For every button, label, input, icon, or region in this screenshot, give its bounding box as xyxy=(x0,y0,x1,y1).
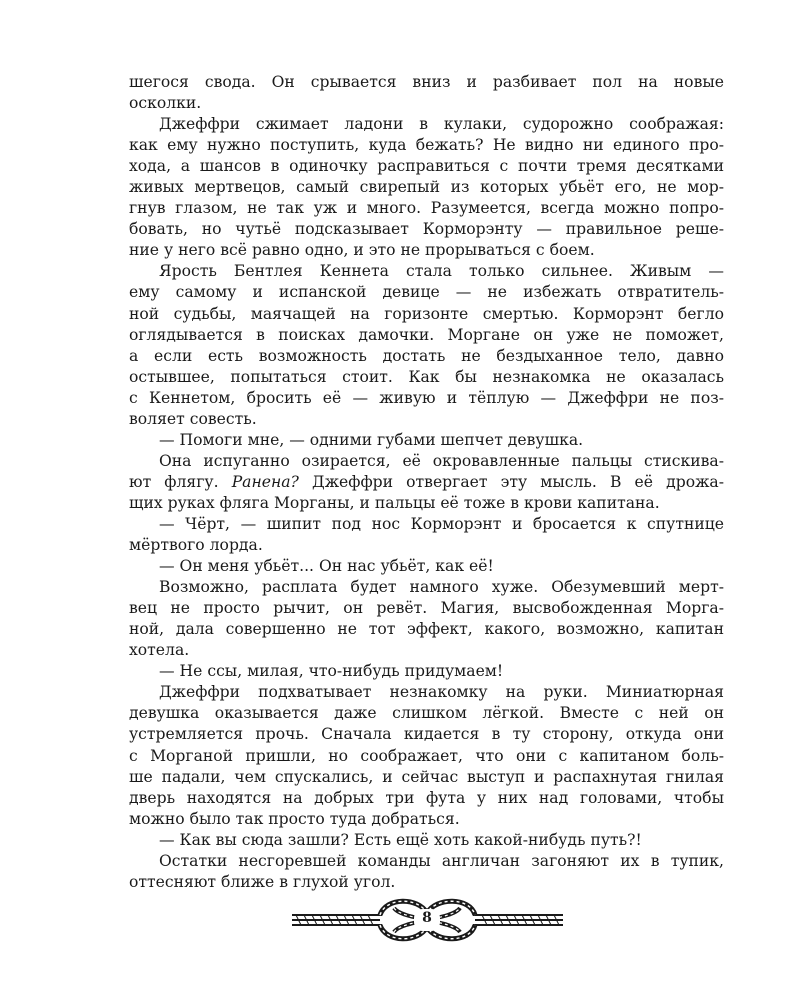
paragraph xyxy=(129,577,724,661)
paragraph xyxy=(129,851,724,893)
text-line: — Не ссы, милая, что-нибудь придумаем! xyxy=(159,662,504,681)
text-line: — Чёрт, — шипит под нос Корморэнт и бросается к спутнице xyxy=(159,514,724,533)
text-line: Она испуганно озирается, её окровавленные пальцы стискива- xyxy=(159,451,724,470)
text-line: Джеффри подхватывает незнакомку на руки. Миниатюрная xyxy=(159,683,724,702)
page-footer-ornament xyxy=(290,893,565,947)
text-line: с Морганой пришли, но соображает, что они с капитаном боль- xyxy=(129,746,724,765)
paragraph xyxy=(129,451,724,514)
paragraph xyxy=(129,114,724,261)
text-line: живых мертвецов, самый свирепый из которых убьёт его, не мор- xyxy=(129,178,724,197)
text-line: ему самому и испанской девице — не избежать отвратитель- xyxy=(129,283,724,302)
text-line: осколки. xyxy=(129,94,202,113)
text-line: ют флягу. Ранена? Джеффри отвергает эту мысль. В её дрожа- xyxy=(129,472,724,491)
text-line: Ярость Бентлея Кеннета стала только сильнее. Живым — xyxy=(159,262,724,281)
text-line: Остатки несгоревшей команды англичан загоняют их в тупик, xyxy=(159,851,724,870)
text-line: девушка оказывается даже слишком лёгкой. Вместе с ней он xyxy=(129,704,724,723)
text-line: ной, дала совершенно не тот эффект, какого, возможно, капитан xyxy=(129,620,724,639)
text-line: Возможно, расплата будет намного хуже. Обезумевший мерт- xyxy=(159,578,724,597)
text-line: хотела. xyxy=(129,641,190,660)
dialogue-line xyxy=(129,430,724,451)
text-line: — Он меня убьёт... Он нас убьёт, как её! xyxy=(159,557,494,576)
text-line: оглядывается в поисках дамочки. Моргане он уже не поможет, xyxy=(129,325,724,344)
text-line: шегося свода. Он срывается вниз и разбивает пол на новые xyxy=(129,73,724,91)
text-line: Джеффри сжимает ладони в кулаки, судорожно соображая: xyxy=(159,115,724,134)
text-line: воляет совесть. xyxy=(129,409,257,428)
text-line: ной судьбы, маячащей на горизонте смертью. Корморэнт бегло xyxy=(129,304,724,323)
text-line: бовать, но чутьё подсказывает Корморэнту — правильное реше- xyxy=(129,220,724,239)
text-line: ние у него всё равно одно, и это не прорываться с боем. xyxy=(129,241,595,260)
text-line: мёртвого лорда. xyxy=(129,536,263,555)
text-line: с Кеннетом, бросить её — живую и тёплую — Джеффри не поз- xyxy=(129,388,724,407)
text-line: — Как вы сюда зашли? Есть ещё хоть какой-нибудь путь?! xyxy=(159,830,642,849)
text-line: остывшее, попытаться стоит. Как бы незнакомка не оказалась xyxy=(129,367,724,386)
paragraph xyxy=(129,261,724,429)
text-line: можно было так просто туда добраться. xyxy=(129,809,460,828)
text-line: щих руках фляга Морганы, и пальцы её тоже в крови капитана. xyxy=(129,493,660,512)
text-line: вец не просто рычит, он ревёт. Магия, высвобожденная Морга- xyxy=(129,599,724,618)
text-line: а если есть возможность достать не бездыханное тело, давно xyxy=(129,346,724,365)
text-line: — Помоги мне, — одними губами шепчет девушка. xyxy=(159,430,584,449)
dialogue-line xyxy=(129,830,724,851)
paragraph xyxy=(129,72,724,114)
text-line: хода, а шансов в одиночку расправиться с почти тремя десятками xyxy=(129,157,724,176)
dialogue-line xyxy=(129,514,724,556)
text-line: гнув глазом, не так уж и много. Разумеется, всегда можно попро- xyxy=(129,199,724,218)
text-line: устремляется прочь. Сначала кидается в ту сторону, откуда они xyxy=(129,725,724,744)
paragraph xyxy=(129,682,724,829)
text-line: как ему нужно поступить, куда бежать? Не видно ни единого про- xyxy=(129,136,724,155)
text-line: ше падали, чем спускались, и сейчас выступ и распахнутая гнилая xyxy=(129,767,724,786)
page-number: 8 xyxy=(422,910,432,926)
dialogue-line xyxy=(129,556,724,577)
book-page-text xyxy=(129,72,724,893)
text-line: дверь находятся на добрых три фута у них над головами, чтобы xyxy=(129,788,724,807)
dialogue-line xyxy=(129,661,724,682)
text-line: оттесняют ближе в глухой угол. xyxy=(129,872,396,891)
